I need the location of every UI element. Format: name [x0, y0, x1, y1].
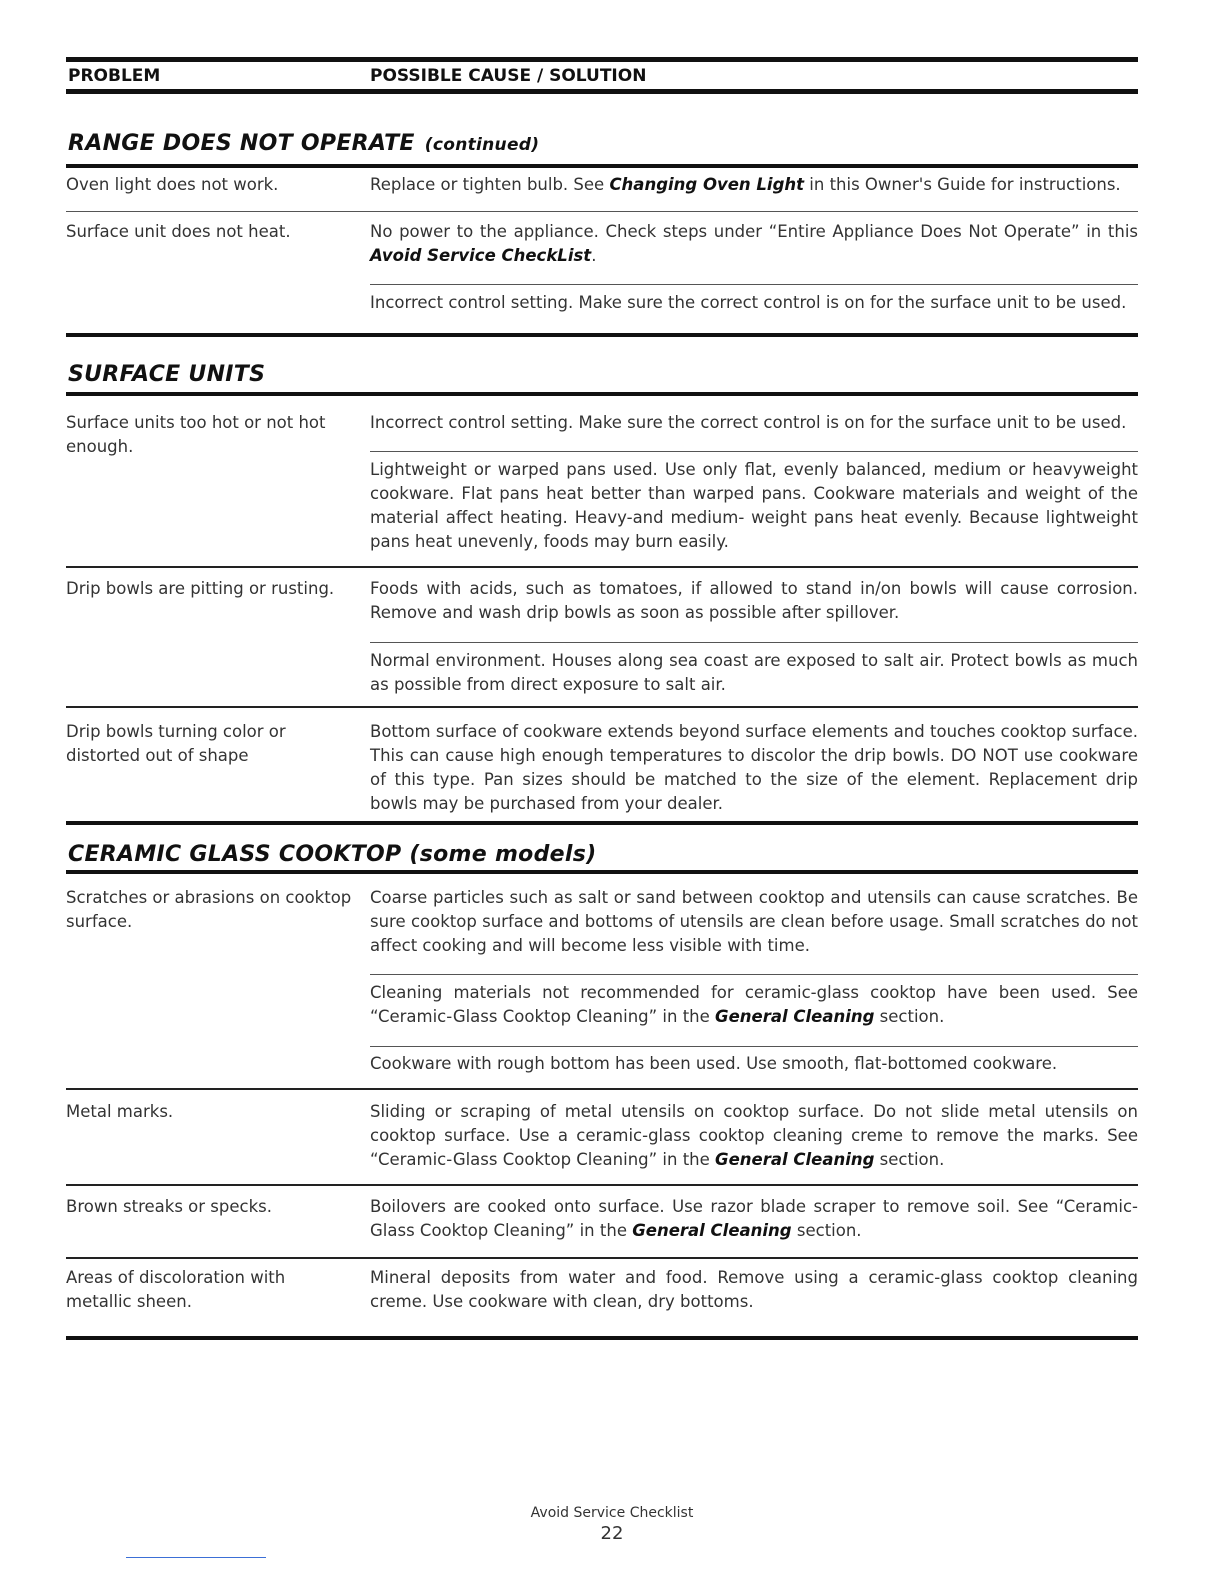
section-title-range [68, 131, 539, 156]
section-rule [66, 1336, 1138, 1340]
solution-cell: Boilovers are cooked onto surface. Use razor blade scraper to remove soil. See “Ceramic-Glass Cooktop Cleaning” in the General Cleaning section. [370, 1197, 1138, 1240]
row-divider [66, 706, 1138, 708]
solution-cell: Mineral deposits from water and food. Remove using a ceramic-glass cooktop cleaning creme. Use cookware with clean, dry bottoms. [370, 1268, 1138, 1311]
problem-cell: Brown streaks or specks. [66, 1197, 272, 1216]
section-title-text: RANGE DOES NOT OPERATE [68, 131, 415, 156]
cause-divider [370, 1046, 1138, 1047]
cause-divider [370, 974, 1138, 975]
solution-cell: No power to the appliance. Check steps under “Entire Appliance Does Not Operate” in this Avoid Service CheckList. [370, 222, 1138, 265]
solution-cell: Incorrect control setting. Make sure the correct control is on for the surface unit to be used. [370, 293, 1127, 312]
section-rule [66, 164, 1138, 168]
problem-cell: Oven light does not work. [66, 175, 279, 194]
solution-cell: Bottom surface of cookware extends beyond surface elements and touches cooktop surface. This can cause high enough temperatures to discolor the drip bowls. DO NOT use cookware of this type. Pan sizes should be matched to the size of the element. Replacement drip bowls may be purchased from your dealer. [370, 722, 1138, 813]
cause-divider [370, 642, 1138, 643]
problem-cell: Drip bowls are pitting or rusting. [66, 579, 335, 598]
page-number: 22 [600, 1523, 624, 1544]
section-rule [66, 821, 1138, 825]
cause-divider [370, 284, 1138, 285]
section-subtitle: (continued) [424, 135, 540, 155]
solution-cell: Foods with acids, such as tomatoes, if allowed to stand in/on bowls will cause corrosion. Remove and wash drip bowls as soon as possible after spillover. [370, 579, 1138, 622]
problem-cell: Surface units too hot or not hot enough. [66, 413, 326, 456]
row-divider [66, 211, 1138, 212]
problem-header: PROBLEM [68, 66, 161, 86]
row-divider [66, 566, 1138, 568]
problem-cell: Scratches or abrasions on cooktop surface. [66, 888, 352, 931]
solution-cell: Incorrect control setting. Make sure the correct control is on for the surface unit to be used. [370, 413, 1127, 432]
link-underline [126, 1557, 266, 1558]
problem-cell: Surface unit does not heat. [66, 222, 291, 241]
section-rule [66, 392, 1138, 396]
cause-divider [370, 451, 1138, 452]
column-header [66, 57, 1138, 94]
problem-cell: Metal marks. [66, 1102, 174, 1121]
row-divider [66, 1184, 1138, 1186]
solution-cell: Sliding or scraping of metal utensils on cooktop surface. Do not slide metal utensils on cooktop surface. Use a ceramic-glass cooktop cleaning creme to remove the marks. See “Ceramic-Glass Cooktop Cleaning” in the General Cleaning section. [370, 1102, 1138, 1169]
solution-cell: Cookware with rough bottom has been used. Use smooth, flat-bottomed cookware. [370, 1054, 1058, 1073]
row-divider [66, 1088, 1138, 1090]
solution-cell: Replace or tighten bulb. See Changing Oven Light in this Owner's Guide for instructions. [370, 175, 1121, 194]
section-title-ceramic-glass: CERAMIC GLASS COOKTOP (some models) [68, 842, 597, 867]
solution-cell: Lightweight or warped pans used. Use only flat, evenly balanced, medium or heavyweight cookware. Flat pans heat better than warped pans. Cookware materials and weight of the material affect heating. Heavy-and medium- weight pans heat evenly. Because lightweight pans heat unevenly, foods may burn easily. [370, 460, 1138, 551]
section-rule [66, 333, 1138, 337]
section-rule [66, 870, 1138, 874]
solution-cell: Cleaning materials not recommended for ceramic-glass cooktop have been used. See “Ceramic-Glass Cooktop Cleaning” in the General Cleaning section. [370, 983, 1138, 1026]
problem-cell: Areas of discoloration with metallic sheen. [66, 1268, 286, 1311]
solution-cell: Normal environment. Houses along sea coast are exposed to salt air. Protect bowls as much as possible from direct exposure to salt air. [370, 651, 1138, 694]
section-title-surface-units: SURFACE UNITS [68, 362, 266, 387]
footer-title: Avoid Service Checklist [530, 1505, 694, 1521]
problem-cell: Drip bowls turning color or distorted out of shape [66, 722, 286, 765]
row-divider [66, 1257, 1138, 1259]
solution-cell: Coarse particles such as salt or sand between cooktop and utensils can cause scratches. Be sure cooktop surface and bottoms of utensils are clean before usage. Small scratches do not affect cooking and will become less visible with time. [370, 888, 1138, 955]
solution-header: POSSIBLE CAUSE / SOLUTION [370, 66, 647, 86]
